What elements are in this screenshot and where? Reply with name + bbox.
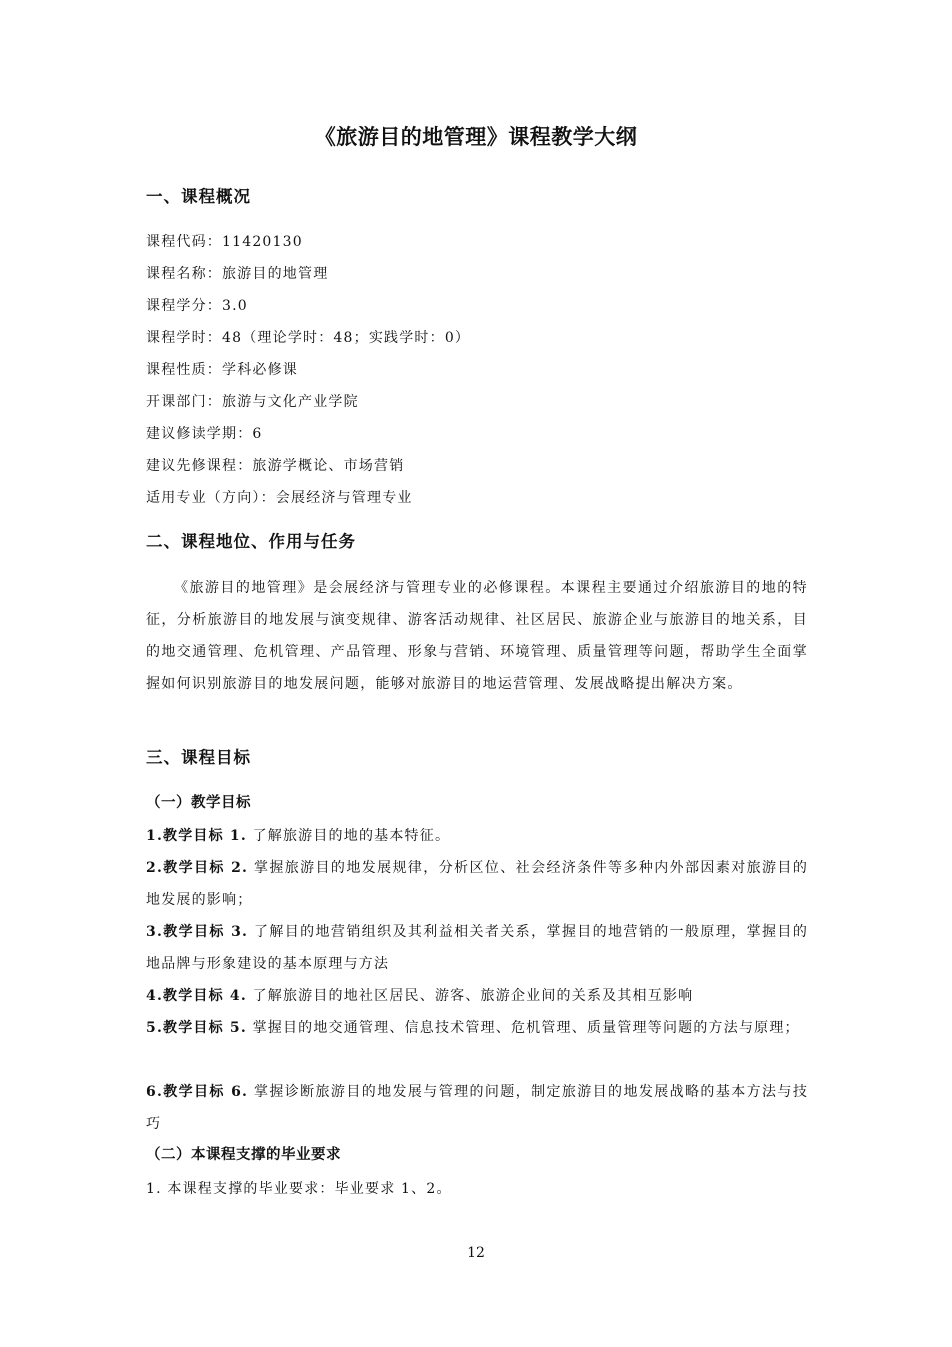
teaching-goal-label: 2.教学目标 2. (146, 860, 249, 876)
course-hours: 课程学时：48（理论学时：48；实践学时：0） (146, 330, 471, 346)
course-semester: 建议修读学期：6 (146, 426, 263, 442)
teaching-goal-text: 掌握旅游目的地发展规律，分析区位、社会经济条件等多种内外部因素对旅游目的地发展的影响； (146, 860, 809, 908)
course-department: 开课部门：旅游与文化产业学院 (146, 394, 359, 410)
section-heading-overview: 一、课程概况 (146, 187, 251, 206)
course-credits: 课程学分：3.0 (146, 298, 248, 314)
teaching-goal-item (146, 820, 808, 852)
teaching-goal-item (146, 1012, 808, 1044)
teaching-goal-item (146, 980, 808, 1012)
course-name: 课程名称：旅游目的地管理 (146, 266, 329, 282)
course-nature: 课程性质：学科必修课 (146, 362, 298, 378)
teaching-goal-text: 掌握目的地交通管理、信息技术管理、危机管理、质量管理等问题的方法与原理； (252, 1020, 800, 1036)
teaching-goal-text: 掌握诊断旅游目的地发展与管理的问题，制定旅游目的地发展战略的基本方法与技巧 (146, 1084, 809, 1132)
section-heading-objectives: 三、课程目标 (146, 748, 251, 767)
subsection-heading-teaching-goals: （一）教学目标 (146, 794, 251, 811)
teaching-goal-item (146, 916, 808, 980)
teaching-goal-label: 6.教学目标 6. (146, 1084, 249, 1100)
teaching-goal-text: 了解旅游目的地的基本特征。 (252, 828, 451, 844)
teaching-goal-label: 1.教学目标 1. (146, 828, 247, 844)
teaching-goal-text: 了解目的地营销组织及其利益相关者关系，掌握目的地营销的一般原理，掌握目的地品牌与形象建设的基本原理与方法 (146, 924, 809, 972)
section-heading-position: 二、课程地位、作用与任务 (146, 532, 356, 551)
teaching-goal-item (146, 852, 808, 916)
subsection-heading-graduation-requirements: （二）本课程支撑的毕业要求 (146, 1146, 341, 1163)
teaching-goal-label: 4.教学目标 4. (146, 988, 247, 1004)
graduation-requirements-text: 1. 本课程支撑的毕业要求：毕业要求 1、2。 (146, 1181, 452, 1197)
document-title: 《旅游目的地管理》课程教学大纲 (314, 124, 638, 149)
teaching-goal-item (146, 1076, 808, 1140)
course-major: 适用专业（方向）：会展经济与管理专业 (146, 490, 413, 506)
teaching-goal-text: 了解旅游目的地社区居民、游客、旅游企业间的关系及其相互影响 (252, 988, 694, 1004)
page-number: 12 (467, 1245, 485, 1261)
course-code: 课程代码：11420130 (146, 234, 303, 250)
teaching-goal-label: 3.教学目标 3. (146, 924, 249, 940)
position-paragraph: 《旅游目的地管理》是会展经济与管理专业的必修课程。本课程主要通过介绍旅游目的地的特征，分析旅游目的地发展与演变规律、游客活动规律、社区居民、旅游企业与旅游目的地关系，目的地交通管理、危机管理、产品管理、形象与营销、环境管理、质量管理等问题，帮助学生全面掌握如何识别旅游目的地发展问题，能够对旅游目的地运营管理、发展战略提出解决方案。 (146, 580, 808, 692)
course-prerequisites: 建议先修课程：旅游学概论、市场营销 (146, 458, 405, 474)
teaching-goal-label: 5.教学目标 5. (146, 1020, 247, 1036)
